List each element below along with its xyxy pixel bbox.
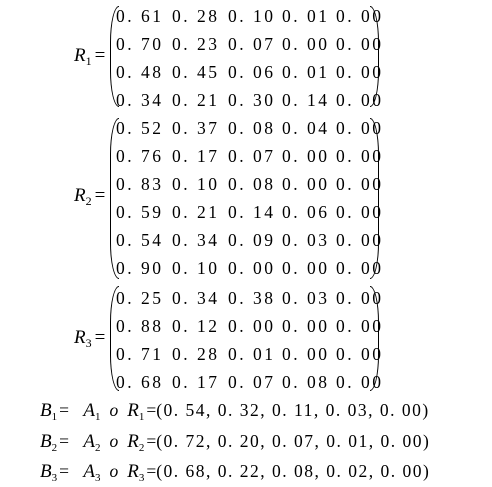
matrix-cell: 0. 04: [282, 118, 330, 138]
matrix-cell: 0. 08: [228, 174, 276, 194]
matrix-cell: 0. 25: [116, 288, 164, 308]
matrix-cell: 0. 14: [228, 202, 276, 222]
matrix-cell: 0. 07: [228, 372, 276, 392]
matrix-cell: 0. 00: [228, 258, 276, 278]
matrix-cell: 0. 00: [336, 146, 384, 166]
matrix-cell: 0. 00: [282, 258, 330, 278]
matrix-r2: [0, 114, 492, 282]
equation-a: A: [83, 431, 95, 452]
equation-b3: [40, 456, 430, 486]
matrix-name: R: [74, 327, 86, 348]
composition-operator: o: [109, 400, 119, 420]
matrix-cell: 0. 37: [172, 118, 220, 138]
matrix-name: R: [74, 185, 86, 206]
matrix-cell: 0. 14: [282, 90, 330, 110]
equals-sign: =: [59, 461, 69, 481]
matrix-cell: 0. 03: [282, 288, 330, 308]
matrix-cell: 0. 38: [228, 288, 276, 308]
matrix-cell: 0. 10: [172, 174, 220, 194]
equation-lhs: B: [40, 431, 52, 452]
result-vector: (0. 72, 0. 20, 0. 07, 0. 01, 0. 00): [156, 431, 431, 451]
matrix-cell: 0. 71: [116, 344, 164, 364]
matrix-name: R: [74, 45, 86, 66]
matrix-cell: 0. 21: [172, 202, 220, 222]
matrix-r1: [0, 2, 492, 110]
result-vector: (0. 54, 0. 32, 0. 11, 0. 03, 0. 00): [156, 400, 430, 420]
matrix-cell: 0. 52: [116, 118, 164, 138]
matrix-cell: 0. 01: [228, 344, 276, 364]
composition-operator: o: [109, 431, 119, 451]
equals-sign: =: [94, 45, 106, 66]
matrix-cell: 0. 00: [336, 344, 384, 364]
matrix-cell: 0. 00: [336, 90, 384, 110]
matrix-cell: 0. 45: [172, 62, 220, 82]
matrix-cell: 0. 30: [228, 90, 276, 110]
equation-subscript: 2: [51, 442, 58, 454]
matrix-cell: 0. 00: [336, 288, 384, 308]
matrix-cell: 0. 00: [282, 34, 330, 54]
matrix-cell: 0. 00: [228, 316, 276, 336]
equation-lhs: B: [40, 400, 52, 421]
equation-lhs: B: [40, 461, 52, 482]
matrix-cell: 0. 00: [336, 62, 384, 82]
matrix-cell: 0. 28: [172, 344, 220, 364]
matrix-cell: 0. 09: [228, 230, 276, 250]
matrix-subscript: 2: [85, 194, 92, 208]
equation-r: R: [127, 400, 139, 421]
equation-subscript: 3: [138, 472, 145, 484]
matrix-cell: 0. 34: [116, 90, 164, 110]
matrix-cell: 0. 59: [116, 202, 164, 222]
matrix-cell: 0. 00: [282, 344, 330, 364]
matrix-cell: 0. 00: [336, 174, 384, 194]
equals-sign: =: [59, 400, 69, 420]
matrix-cell: 0. 48: [116, 62, 164, 82]
matrix-cell: 0. 61: [116, 6, 164, 26]
matrix-cell: 0. 76: [116, 146, 164, 166]
matrix-cell: 0. 00: [336, 118, 384, 138]
matrix-cell: 0. 00: [336, 6, 384, 26]
matrix-cell: 0. 01: [282, 6, 330, 26]
equation-r: R: [127, 461, 139, 482]
matrix-subscript: 3: [85, 336, 92, 350]
matrix-cell: 0. 70: [116, 34, 164, 54]
matrix-cell: 0. 28: [172, 6, 220, 26]
matrix-cell: 0. 00: [282, 174, 330, 194]
equals-sign: =: [146, 461, 157, 481]
matrix-cell: 0. 54: [116, 230, 164, 250]
equation-subscript: 3: [51, 472, 58, 484]
equation-subscript: 2: [138, 442, 145, 454]
matrix-cell: 0. 00: [336, 316, 384, 336]
matrix-cell: 0. 00: [336, 34, 384, 54]
result-vector: (0. 68, 0. 22, 0. 08, 0. 02, 0. 00): [156, 461, 431, 481]
equals-sign: =: [146, 431, 157, 451]
matrix-cell: 0. 07: [228, 34, 276, 54]
equals-sign: =: [146, 400, 157, 420]
matrix-cell: 0. 34: [172, 288, 220, 308]
equals-sign: =: [59, 431, 69, 451]
equals-sign: =: [94, 185, 106, 206]
matrix-cell: 0. 06: [282, 202, 330, 222]
matrix-cell: 0. 23: [172, 34, 220, 54]
equation-subscript: 2: [94, 442, 101, 454]
matrix-cell: 0. 00: [336, 230, 384, 250]
matrix-cell: 0. 88: [116, 316, 164, 336]
matrix-cell: 0. 21: [172, 90, 220, 110]
matrix-cell: 0. 07: [228, 146, 276, 166]
matrix-cell: 0. 00: [336, 202, 384, 222]
equation-subscript: 1: [138, 411, 145, 423]
matrix-subscript: 1: [85, 54, 92, 68]
equation-subscript: 1: [51, 411, 58, 423]
matrix-cell: 0. 17: [172, 146, 220, 166]
matrix-cell: 0. 90: [116, 258, 164, 278]
matrix-cell: 0. 01: [282, 62, 330, 82]
matrix-cell: 0. 10: [228, 6, 276, 26]
equation-subscript: 1: [94, 411, 101, 423]
matrix-cell: 0. 17: [172, 372, 220, 392]
matrix-cell: 0. 00: [336, 258, 384, 278]
matrix-label: [74, 186, 105, 206]
matrix-cell: 0. 12: [172, 316, 220, 336]
matrix-cell: 0. 34: [172, 230, 220, 250]
matrix-cell: 0. 10: [172, 258, 220, 278]
equation-b2: [40, 426, 430, 456]
matrix-r3: [0, 282, 492, 394]
matrix-label: [74, 46, 105, 66]
equation-subscript: 3: [94, 472, 101, 484]
matrix-cell: 0. 03: [282, 230, 330, 250]
equation-r: R: [127, 431, 139, 452]
matrix-cell: 0. 83: [116, 174, 164, 194]
equation-a: A: [83, 400, 95, 421]
matrix-cell: 0. 00: [336, 372, 384, 392]
matrix-cell: 0. 06: [228, 62, 276, 82]
matrix-cell: 0. 08: [282, 372, 330, 392]
composition-operator: o: [109, 461, 119, 481]
matrix-cell: 0. 68: [116, 372, 164, 392]
equation-a: A: [83, 461, 95, 482]
equation-b1: [40, 395, 430, 425]
matrix-cell: 0. 00: [282, 146, 330, 166]
matrix-label: [74, 328, 105, 348]
matrix-cell: 0. 00: [282, 316, 330, 336]
equals-sign: =: [94, 327, 106, 348]
matrix-cell: 0. 08: [228, 118, 276, 138]
